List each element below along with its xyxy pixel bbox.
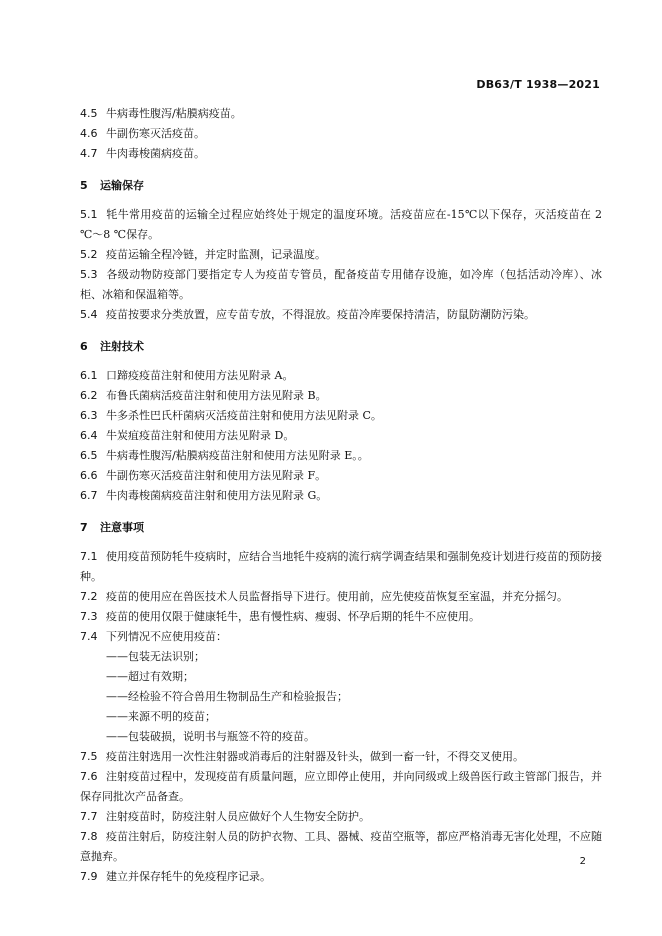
section-number: 6	[80, 340, 88, 353]
clause-4-5	[80, 104, 602, 124]
clause-number: 7.9	[80, 870, 98, 883]
clause-4-7	[80, 144, 602, 164]
clause-text: 牦牛常用疫苗的运输全过程应始终处于规定的温度环境。活疫苗应在-15℃以下保存，灭活疫苗在 2 ℃～8 ℃保存。	[80, 208, 602, 241]
clause-number: 7.1	[80, 550, 98, 563]
section-title: 注射技术	[100, 340, 144, 353]
clause-text: 各级动物防疫部门要指定专人为疫苗专管员，配备疫苗专用储存设施，如冷库（包括活动冷库）、冰柜、冰箱和保温箱等。	[80, 268, 602, 301]
dash-list-item: ——经检验不符合兽用生物制品生产和检验报告；	[106, 690, 348, 703]
clause-7-1	[80, 547, 602, 587]
clause-text: 布鲁氏菌病活疫苗注射和使用方法见附录 B。	[106, 389, 327, 402]
dash-list-item: ——来源不明的疫苗；	[106, 710, 216, 723]
clause-number: 7.5	[80, 750, 98, 763]
clause-7-7	[80, 807, 602, 827]
clause-number: 5.3	[80, 268, 98, 281]
clause-text: 牛病毒性腹泻/粘膜病疫苗。	[106, 107, 242, 120]
clause-number: 6.5	[80, 449, 98, 462]
clause-number: 7.4	[80, 630, 98, 643]
document-body	[80, 104, 602, 887]
clause-text: 牛病毒性腹泻/粘膜病疫苗注射和使用方法见附录 E。。	[106, 449, 369, 462]
clause-text: 疫苗注射后，防疫注射人员的防护衣物、工具、器械、疫苗空瓶等，都应严格消毒无害化处理，不应随意抛弃。	[80, 830, 602, 863]
clause-number: 7.2	[80, 590, 98, 603]
clause-text: 疫苗按要求分类放置，应专苗专放，不得混放。疫苗冷库要保持清洁，防鼠防潮防污染。	[106, 308, 535, 321]
dash-list-item: ——超过有效期；	[106, 670, 194, 683]
clause-text: 牛副伤寒灭活疫苗注射和使用方法见附录 F。	[106, 469, 327, 482]
clause-text: 注射疫苗过程中，发现疫苗有质量问题，应立即停止使用，并向同级或上级兽医行政主管部门报告，并保存同批次产品备查。	[80, 770, 602, 803]
clause-5-3	[80, 265, 602, 305]
clause-6-2	[80, 386, 602, 406]
dash-list-item: ——包装无法识别；	[106, 650, 205, 663]
clause-6-3	[80, 406, 602, 426]
clause-text: 牛肉毒梭菌病疫苗。	[106, 147, 205, 160]
clause-6-1	[80, 366, 602, 386]
clause-text: 牛多杀性巴氏杆菌病灭活疫苗注射和使用方法见附录 C。	[106, 409, 382, 422]
clause-text: 疫苗的使用仅限于健康牦牛，患有慢性病、瘦弱、怀孕后期的牦牛不应使用。	[106, 610, 480, 623]
section-number: 5	[80, 179, 88, 192]
clause-text: 使用疫苗预防牦牛疫病时，应结合当地牦牛疫病的流行病学调查结果和强制免疫计划进行疫苗的预防接种。	[80, 550, 602, 583]
clause-text: 疫苗运输全程冷链，并定时监测，记录温度。	[106, 248, 326, 261]
section-heading-7	[80, 518, 602, 538]
clause-text: 牛炭疽疫苗注射和使用方法见附录 D。	[106, 429, 295, 442]
section-title: 注意事项	[100, 521, 144, 534]
clause-number: 6.6	[80, 469, 98, 482]
clause-6-4	[80, 426, 602, 446]
clause-number: 4.5	[80, 107, 98, 120]
clause-number: 4.6	[80, 127, 98, 140]
clause-text: 注射疫苗时，防疫注射人员应做好个人生物安全防护。	[106, 810, 370, 823]
section-title: 运输保存	[100, 179, 144, 192]
clause-number: 6.7	[80, 489, 98, 502]
clause-5-1	[80, 205, 602, 245]
clause-text: 下列情况不应使用疫苗：	[106, 630, 227, 643]
clause-text: 牛肉毒梭菌病疫苗注射和使用方法见附录 G。	[106, 489, 328, 502]
clause-number: 7.7	[80, 810, 98, 823]
section-number: 7	[80, 521, 88, 534]
clause-6-5	[80, 446, 602, 466]
clause-number: 5.4	[80, 308, 98, 321]
clause-number: 6.3	[80, 409, 98, 422]
clause-7-2	[80, 587, 602, 607]
clause-5-4	[80, 305, 602, 325]
page-number: 2	[579, 856, 586, 867]
clause-text: 牛副伤寒灭活疫苗。	[106, 127, 205, 140]
clause-text: 口蹄疫疫苗注射和使用方法见附录 A。	[106, 369, 294, 382]
clause-6-7	[80, 486, 602, 506]
clause-number: 6.4	[80, 429, 98, 442]
clause-text: 疫苗的使用应在兽医技术人员监督指导下进行。使用前，应先使疫苗恢复至室温，并充分摇匀。	[106, 590, 568, 603]
clause-number: 6.2	[80, 389, 98, 402]
clause-number: 4.7	[80, 147, 98, 160]
clause-number: 5.2	[80, 248, 98, 261]
clause-number: 7.8	[80, 830, 98, 843]
clause-7-5	[80, 747, 602, 767]
clause-number: 5.1	[80, 208, 98, 221]
clause-number: 7.3	[80, 610, 98, 623]
clause-5-2	[80, 245, 602, 265]
section-heading-5	[80, 176, 602, 196]
clause-7-3	[80, 607, 602, 627]
clause-7-4	[80, 627, 602, 647]
dash-list-item: ——包装破损，说明书与瓶签不符的疫苗。	[106, 730, 315, 743]
clause-number: 6.1	[80, 369, 98, 382]
clause-number: 7.6	[80, 770, 98, 783]
clause-text: 建立并保存牦牛的免疫程序记录。	[106, 870, 271, 883]
document-code: DB63/T 1938—2021	[476, 78, 600, 91]
clause-7-9	[80, 867, 602, 887]
clause-7-6	[80, 767, 602, 807]
section-heading-6	[80, 337, 602, 357]
clause-7-8	[80, 827, 602, 867]
clause-4-6	[80, 124, 602, 144]
clause-text: 疫苗注射选用一次性注射器或消毒后的注射器及针头，做到一畜一针，不得交叉使用。	[106, 750, 524, 763]
clause-6-6	[80, 466, 602, 486]
